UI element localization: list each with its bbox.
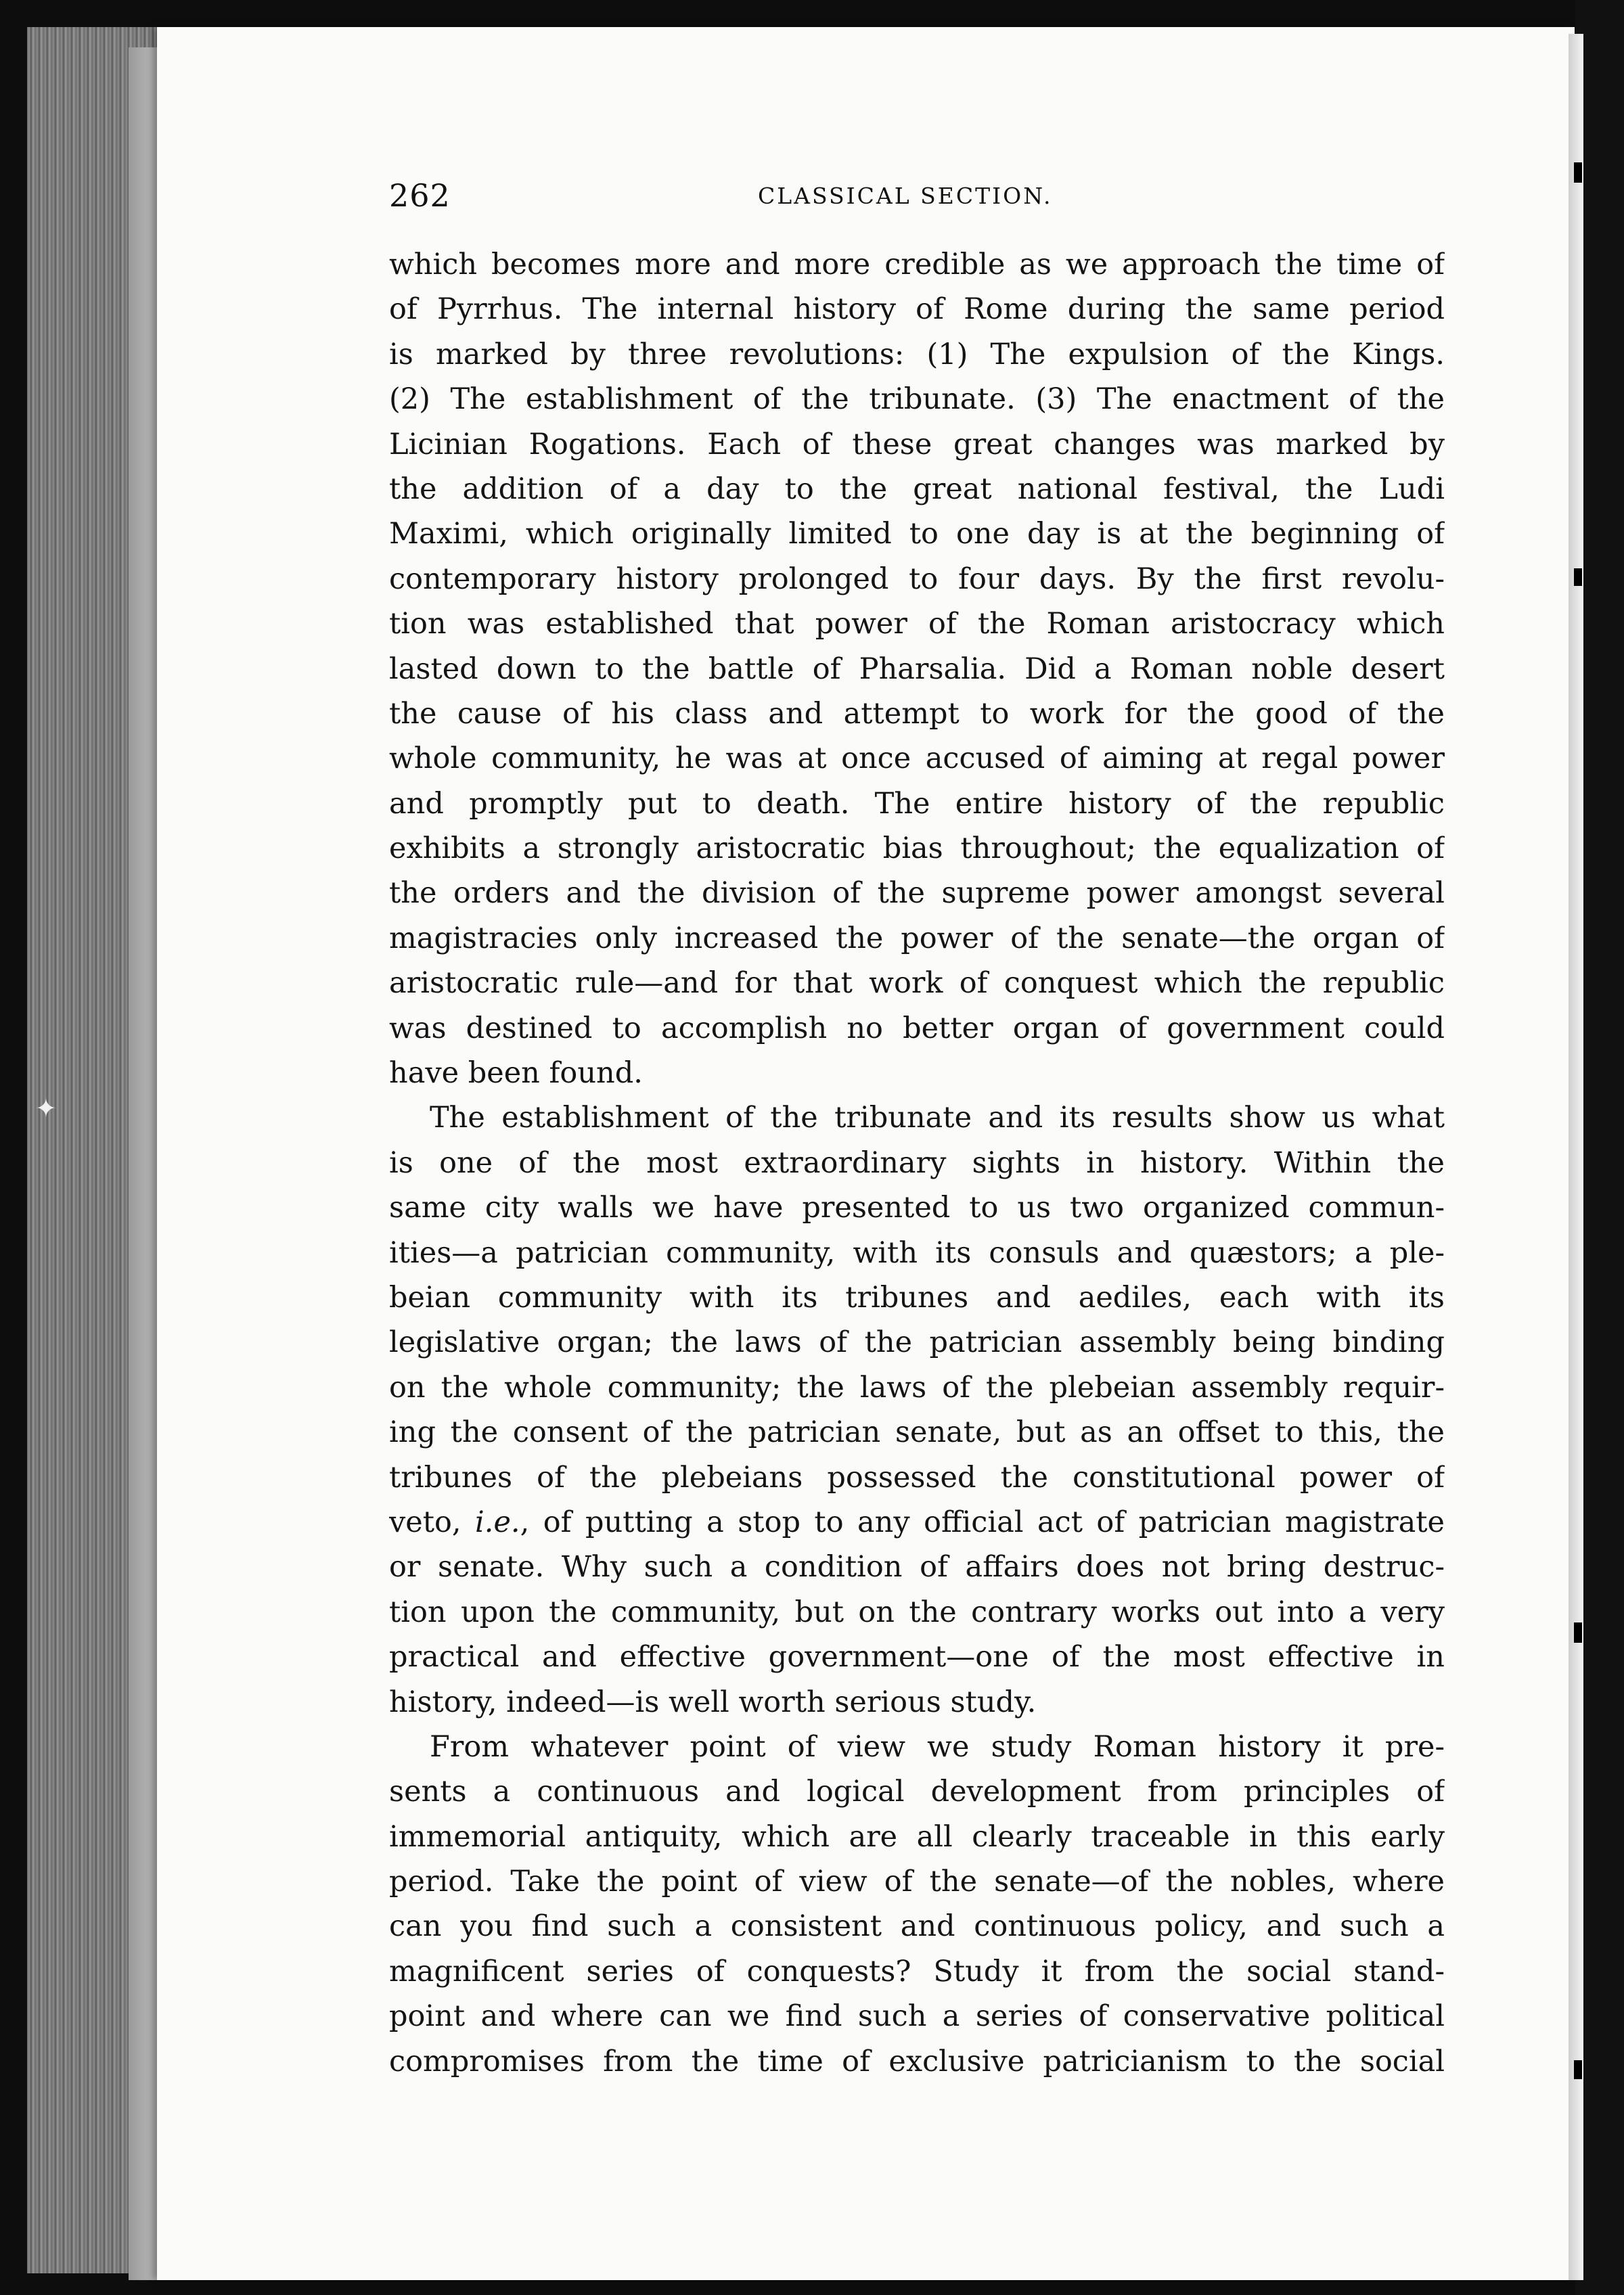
- text-line: of Pyrrhus. The internal history of Rome during the same period: [389, 292, 1445, 327]
- paragraph-2: [389, 1095, 1445, 1724]
- text-line: history, indeed—is well worth serious study.: [389, 1685, 1037, 1719]
- text-line: point and where can we find such a series of conservative political: [389, 1999, 1445, 2034]
- text-line: have been found.: [389, 1056, 643, 1091]
- text-line: magistracies only increased the power of the senate—the organ of: [389, 921, 1445, 955]
- italic-ie: i.e.: [475, 1505, 520, 1539]
- text-line: Licinian Rogations. Each of these great changes was marked by: [389, 427, 1445, 461]
- right-page-edge: [1569, 34, 1583, 2280]
- text-line: was destined to accomplish no better organ of government could: [389, 1011, 1445, 1045]
- text-line: tribunes of the plebeians possessed the constitutional power of: [389, 1460, 1445, 1495]
- text-line: and promptly put to death. The entire history of the republic: [389, 786, 1445, 821]
- gutter-mark: [1574, 568, 1582, 586]
- text-line: ing the consent of the patrician senate, but as an offset to this, the: [389, 1415, 1445, 1450]
- text-line: the addition of a day to the great national festival, the Ludi: [389, 472, 1445, 506]
- text-line: legislative organ; the laws of the patrician assembly being binding: [389, 1325, 1445, 1360]
- paragraph-3: [389, 1725, 1445, 2084]
- text-line: immemorial antiquity, which are all clearly traceable in this early: [389, 1819, 1445, 1854]
- gutter-mark: [1574, 2060, 1582, 2079]
- text-line: The establishment of the tribunate and its results show us what: [430, 1101, 1445, 1135]
- page-header: [389, 177, 1445, 218]
- paragraph-1: [389, 242, 1445, 1095]
- text-line: aristocratic rule—and for that work of conquest which the republic: [389, 966, 1445, 1001]
- text-line: magnificent series of conquests? Study it from the social stand-: [389, 1954, 1445, 1989]
- text-line: the cause of his class and attempt to work for the good of the: [389, 696, 1445, 731]
- text-line: beian community with its tribunes and aediles, each with its: [389, 1280, 1445, 1315]
- book-page-edges: [27, 27, 162, 2273]
- text-line: practical and effective government—one of the most effective in: [389, 1640, 1445, 1675]
- gutter-mark: [1574, 162, 1582, 183]
- text-line: From whatever point of view we study Roman history it pre-: [430, 1729, 1445, 1764]
- text-line-veto: [389, 1500, 1445, 1545]
- text-line: on the whole community; the laws of the plebeian assembly requir-: [389, 1370, 1445, 1405]
- text-line: compromises from the time of exclusive patricianism to the social: [389, 2044, 1445, 2078]
- text-line: sents a continuous and logical development from principles of: [389, 1775, 1445, 1809]
- veto-before: veto,: [389, 1505, 476, 1539]
- text-line: is marked by three revolutions: (1) The expulsion of the Kings.: [389, 337, 1445, 371]
- text-line: contemporary history prolonged to four days. By the first revolu-: [389, 562, 1445, 596]
- running-head: CLASSICAL SECTION.: [758, 183, 1053, 209]
- text-line: same city walls we have presented to us two organized commun-: [389, 1191, 1445, 1225]
- text-line: Maximi, which originally limited to one day is at the beginning of: [389, 517, 1445, 551]
- text-line: exhibits a strongly aristocratic bias throughout; the equalization of: [389, 832, 1445, 866]
- paper-fleck: ✦: [35, 1093, 57, 1123]
- text-line: the orders and the division of the supreme power amongst several: [389, 876, 1445, 911]
- text-line: which becomes more and more credible as we approach the time of: [389, 248, 1445, 281]
- body-text: [389, 242, 1445, 2084]
- text-line: or senate. Why such a condition of affairs does not bring destruc-: [389, 1550, 1445, 1585]
- text-line: lasted down to the battle of Pharsalia. Did a Roman noble desert: [389, 652, 1445, 686]
- text-line: can you find such a consistent and continuous policy, and such a: [389, 1909, 1445, 1944]
- text-line: (2) The establishment of the tribunate. (3) The enactment of the: [389, 382, 1445, 417]
- text-line: tion upon the community, but on the contrary works out into a very: [389, 1595, 1445, 1629]
- page-number: 262: [389, 177, 451, 214]
- text-line: whole community, he was at once accused of aiming at regal power: [389, 742, 1445, 776]
- veto-after: , of putting a stop to any official act of patrician magistrate: [520, 1505, 1445, 1539]
- text-line: tion was established that power of the Roman aristocracy which: [389, 607, 1445, 641]
- text-line: is one of the most extraordinary sights in history. Within the: [389, 1145, 1445, 1180]
- text-line: period. Take the point of view of the senate—of the nobles, where: [389, 1865, 1445, 1899]
- text-line: ities—a patrician community, with its consuls and quæstors; a ple-: [389, 1235, 1445, 1270]
- gutter-mark: [1574, 1622, 1582, 1643]
